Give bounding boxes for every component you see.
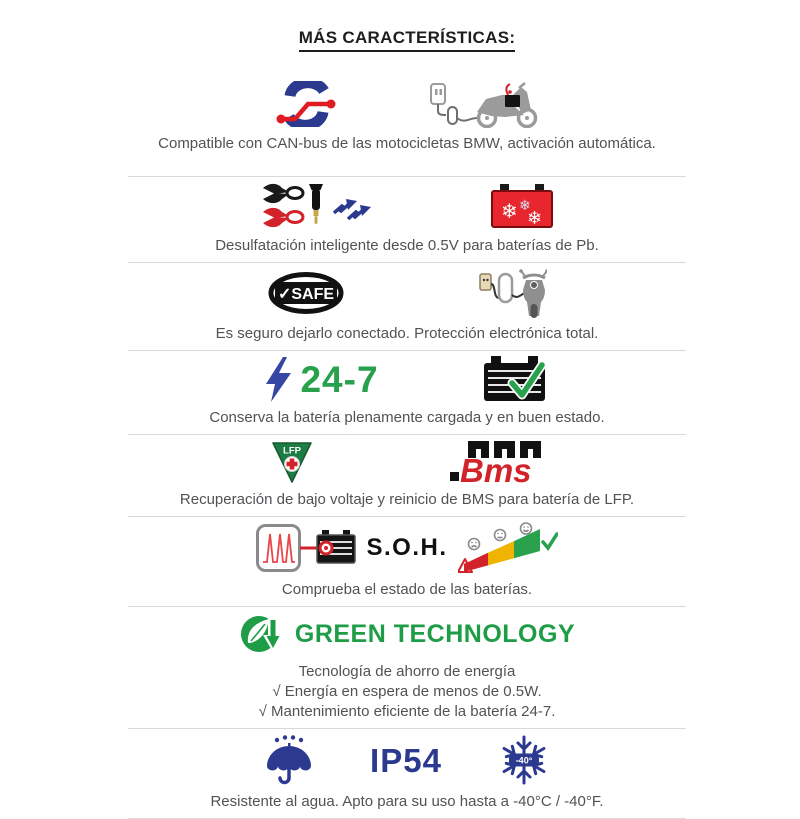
bms-logo-icon — [448, 440, 544, 484]
lfp-shield-icon — [271, 440, 313, 484]
title-wrap — [128, 28, 686, 52]
247-label: 24-7 — [300, 358, 379, 400]
green-tech-bullet: √ Energía en espera de menos de 0.5W. — [272, 683, 542, 700]
soh-label: S.O.H. — [366, 534, 448, 561]
safe-badge-label: ✓SAFE — [277, 286, 334, 303]
feature-caption: Recuperación de bajo voltaje y reinicio de BMS para batería de LFP. — [179, 491, 635, 508]
feature-caption: Tecnología de ahorro de energía — [298, 663, 516, 680]
canbus-icons — [128, 80, 686, 128]
feature-caption: Comprueba el estado de las baterías. — [281, 581, 533, 598]
scale-yellow-segment — [488, 541, 514, 565]
247-group — [266, 357, 378, 402]
motorcycle-plugged-icon — [479, 268, 547, 318]
minus40-badge: -40° — [515, 755, 533, 766]
health-scale-icon — [458, 522, 558, 574]
safe-icons — [128, 268, 686, 318]
umbrella-rain-icon — [264, 735, 314, 785]
clamps-group — [261, 182, 371, 230]
happy-face-icon — [520, 523, 531, 534]
bms-label: Bms — [459, 452, 532, 484]
feature-247 — [128, 351, 686, 435]
feature-green-tech — [128, 607, 686, 729]
check-icon — [543, 534, 557, 548]
feature-ip54 — [128, 729, 686, 819]
feature-caption: Desulfatación inteligente desde 0.5V para baterías de Pb. — [215, 237, 599, 254]
safe-badge-icon — [268, 272, 344, 314]
frozen-battery-icon — [491, 184, 553, 228]
feature-lfp-bms — [128, 435, 686, 517]
motorcycle-charging-icon — [429, 80, 539, 128]
feature-caption: Compatible con CAN-bus de las motocicletas BMW, activación automática. — [158, 135, 656, 152]
lfp-icons — [128, 440, 686, 484]
desulfation-icons — [128, 182, 686, 230]
neutral-face-icon — [494, 530, 505, 541]
247-icons — [128, 356, 686, 402]
product-features-page — [128, 0, 686, 819]
battery-check-icon — [484, 356, 548, 402]
feature-canbus — [128, 68, 686, 177]
green-tech-heading: GREEN TECHNOLOGY — [294, 619, 576, 648]
page-title: MÁS CARACTERÍSTICAS: — [299, 28, 516, 52]
ip54-icons — [128, 734, 686, 786]
feature-caption: Conserva la batería plenamente cargada y en buen estado. — [209, 409, 605, 426]
sad-face-icon — [468, 539, 479, 550]
battery-clamps-icon — [261, 182, 325, 230]
battery-monitor-icon — [256, 524, 356, 572]
snowflake-40-icon — [498, 734, 550, 786]
feature-caption: Es seguro dejarlo conectado. Protección electrónica total. — [215, 325, 599, 342]
feature-soh — [128, 517, 686, 607]
snowflake-glyph: ❄ — [519, 197, 531, 213]
snowflake-glyph: ❄ — [501, 201, 518, 223]
ip54-label: IP54 — [370, 741, 442, 779]
snowflake-glyph: ❄ — [527, 208, 543, 228]
green-tech-icons — [128, 612, 686, 656]
feature-desulfation — [128, 177, 686, 263]
feature-caption: Resistente al agua. Apto para su uso hasta a -40°C / -40°F. — [210, 793, 604, 810]
lfp-label: LFP — [282, 445, 301, 457]
lightning-bolt-icon — [266, 357, 292, 402]
soh-icons — [128, 522, 686, 574]
green-leaf-icon — [239, 612, 285, 656]
feature-safe — [128, 263, 686, 351]
green-tech-bullet: √ Mantenimiento eficiente de la batería 24-7. — [258, 703, 556, 720]
can-bus-icon — [275, 81, 337, 127]
charge-arrows-icon — [333, 192, 371, 220]
